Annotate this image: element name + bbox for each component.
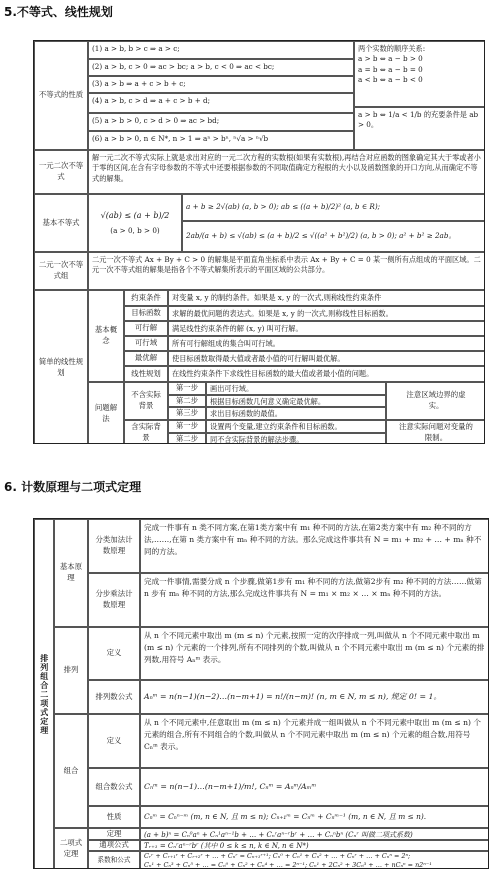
ineq-prop-2: (2) a > b, c > 0 ⇒ ac > bc; a > b, c < 0 ⇒ ac < bc;	[88, 59, 354, 76]
lp-concept-desc: 使目标函数取得最大值或者最小值的可行解叫最优解。	[168, 351, 485, 366]
order-relation-box	[354, 41, 485, 107]
binom-coef	[140, 851, 489, 869]
comb-def-label: 定义	[88, 714, 140, 768]
ineq-prop-4: (4) a > b, c > d ⇒ a + c > b + d;	[88, 93, 354, 113]
lp-concept-term: 可行域	[124, 336, 168, 351]
perm-label: 排列	[54, 627, 88, 714]
lp-concept-label: 基本概念	[88, 290, 124, 382]
lp-concept-term: 目标函数	[124, 306, 168, 321]
binom-coef-label: 系数和公式	[88, 851, 140, 869]
basic-ineq-label: 基本不等式	[34, 194, 88, 252]
quad-ineq-label: 一元二次不等式	[34, 150, 88, 194]
binom-label: 二项式定理	[54, 828, 88, 869]
basic-ineq-main	[88, 194, 182, 252]
lp-label: 简单的线性规划	[34, 290, 88, 444]
comb-label: 组合	[54, 714, 88, 828]
lp-method-label: 问题解法	[88, 382, 124, 444]
perm-def-label: 定义	[88, 627, 140, 680]
comb-prop-label: 性质	[88, 806, 140, 828]
section-6-side-label: 排列组合二项式定理	[34, 519, 54, 869]
lp-step-desc: 画出可行域。	[206, 382, 386, 395]
order-item: a = b ⇔ a − b = 0	[358, 64, 423, 74]
lp-concept-desc: 对变量 x, y 的制约条件。如果是 x, y 的一次式,则称线性约束条件	[168, 290, 485, 306]
binom-thm-label: 定理	[88, 828, 140, 840]
binom-general: Tᵣ₊₁ = Cₙʳaⁿ⁻ʳbʳ (其中 0 ≤ k ≤ n, k ∈ N, n ∈ N*)	[140, 840, 489, 851]
lp-note-variables: 注意实际问题对变量的限制。	[386, 420, 485, 444]
quad-ineq-text: 解一元二次不等式实际上就是求出对应的一元二次方程的实数根(如果有实数根),再结合对应函数的图象确定其大于零或者小于零的区间,在含有字母参数的不等式中还要根据参数的不同取值确定方程根的大小以及函数图象的开口方向,从而确定不等式的解集。	[88, 150, 485, 194]
ineq-prop-1: (1) a > b, b > c ⇒ a > c;	[88, 41, 354, 59]
lp-step-label: 第一步	[168, 420, 206, 433]
lp-step-desc: 根据目标函数几何意义确定最优解。	[206, 395, 386, 407]
section-6-title: 6. 计数原理与二项式定理	[4, 480, 142, 494]
mul-principle-text: 完成一件事情,需要分成 n 个步骤,做第1步有 m₁ 种不同的方法,做第2步有 m₂ 种不同的方法……做第 n 步有 mₙ 种不同的方法,那么完成这件事共有 N = m₁ × m₂ × … × mₙ 种不同的方法。	[140, 573, 489, 627]
basic-ineq-row-1: a + b ≥ 2√(ab) (a, b > 0); ab ≤ ((a + b)/2)² (a, b ∈ R);	[182, 194, 485, 221]
comb-formula: Cₙᵐ = n(n−1)…(n−m+1)/m!, Cₙᵐ = Aₙᵐ/Aₘᵐ	[140, 768, 489, 806]
lp-step-label: 第三步	[168, 407, 206, 420]
mul-principle-label: 分步乘法计数原理	[88, 573, 140, 627]
binary-ineq-label: 二元一次不等式组	[34, 252, 88, 290]
add-principle-text: 完成一件事有 n 类不同方案,在第1类方案中有 m₁ 种不同的方法,在第2类方案中有 m₂ 种不同的方法,……,在第 n 类方案中有 mₙ 种不同的方法。那么完成这件事共有 N = m₁ + m₂ + … + mₙ 种不同的方法。	[140, 519, 489, 573]
binom-coef-line-1: Cᵣʳ + Cᵣ₊₁ʳ + Cᵣ₊₂ʳ + … + Cₙʳ = Cₙ₊₁ʳ⁺¹; Cₙ⁰ + Cₙ¹ + Cₙ² + … + Cₙʳ + … + Cₙⁿ = 2ⁿ;	[144, 852, 411, 860]
section-6-table	[33, 518, 489, 869]
binom-coef-line-2: Cₙ¹ + Cₙ³ + Cₙ⁵ + … = Cₙ⁰ + Cₙ² + Cₙ⁴ + … = 2ⁿ⁻¹; Cₙ¹ + 2Cₙ² + 3Cₙ³ + … + nCₙⁿ = n2ⁿ⁻¹	[144, 860, 432, 869]
lp-concept-term: 约束条件	[124, 290, 168, 306]
comb-formula-label: 组合数公式	[88, 768, 140, 806]
lp-with-background: 含实际背景	[124, 420, 168, 444]
section-5-title: 5.不等式、线性规划	[4, 5, 113, 19]
binom-general-label: 通项公式	[88, 840, 140, 851]
ineq-prop-5: (5) a > b > 0, c > d > 0 ⇒ ac > bd;	[88, 113, 354, 131]
perm-formula-label: 排列数公式	[88, 680, 140, 714]
basic-ineq-row-2: 2ab/(a + b) ≤ √(ab) ≤ (a + b)/2 ≤ √((a² + b²)/2) (a, b > 0); a² + b² ≥ 2ab。	[182, 221, 485, 252]
lp-concept-term: 线性规划	[124, 366, 168, 382]
lp-concept-desc: 求解的最优问题的表达式。如果是 x, y 的一次式,则称线性目标函数。	[168, 306, 485, 321]
lp-step-label: 第二步	[168, 395, 206, 407]
ineq-prop-6: (6) a > b > 0, n ∈ N*, n > 1 ⇒ aⁿ > bⁿ, ⁿ√a > ⁿ√b	[88, 131, 354, 150]
order-item: a > b ⇔ a − b > 0	[358, 54, 423, 64]
comb-prop: Cₙᵐ = Cₙⁿ⁻ᵐ (m, n ∈ N, 且 m ≤ n); Cₙ₊₁ᵐ = Cₙᵐ + Cₙᵐ⁻¹ (m, n ∈ N, 且 m ≤ n).	[140, 806, 489, 828]
order-title: 两个实数的顺序关系:	[358, 44, 426, 53]
add-principle-label: 分类加法计数原理	[88, 519, 140, 573]
lp-no-background: 不含实际背景	[124, 382, 168, 420]
section-5-table	[33, 40, 485, 444]
lp-concept-term: 最优解	[124, 351, 168, 366]
lp-concept-desc: 在线性约束条件下求线性目标函数的最大值或者最小值的问题。	[168, 366, 485, 382]
order-item: a < b ⇔ a − b < 0	[358, 75, 423, 85]
reciprocal-condition: a > b ⇔ 1/a < 1/b 的充要条件是 ab > 0。	[354, 107, 485, 150]
perm-formula: Aₙᵐ = n(n−1)(n−2)…(n−m+1) = n!/(n−m)! (n, m ∈ N, m ≤ n), 规定 0! = 1。	[140, 680, 489, 714]
perm-def-text: 从 n 个不同元素中取出 m (m ≤ n) 个元素,按照一定的次序排成一列,叫做从 n 个不同元素中取出 m (m ≤ n) 个元素的一个排列,所有不同排列的个数,叫做从 n 个不同元素中取出 m (m ≤ n) 个元素的排列数,用符号 Aₙᵐ 表示。	[140, 627, 489, 680]
ineq-props-label: 不等式的性质	[34, 41, 88, 150]
principle-label: 基本原理	[54, 519, 88, 627]
lp-concept-term: 可行解	[124, 321, 168, 336]
lp-concept-desc: 所有可行解组成的集合叫可行域。	[168, 336, 485, 351]
lp-step-desc: 设置两个变量,建立约束条件和目标函数。	[206, 420, 386, 433]
basic-ineq-condition: (a > 0, b > 0)	[110, 225, 160, 235]
binom-thm: (a + b)ⁿ = Cₙ⁰aⁿ + Cₙ¹aⁿ⁻¹b + … + Cₙʳaⁿ⁻ʳbʳ + … + Cₙⁿbⁿ (Cₙʳ 叫做二项式系数)	[140, 828, 489, 840]
ineq-prop-3: (3) a > b ⇒ a + c > b + c;	[88, 76, 354, 93]
lp-step-desc: 同不含实际背景的解法步骤。	[206, 433, 386, 444]
comb-def-text: 从 n 个不同元素中,任意取出 m (m ≤ n) 个元素并成一组叫做从 n 个不同元素中取出 m (m ≤ n) 个元素的组合,所有不同组合的个数,叫做从 n 个不同元素中取出 m (m ≤ n) 个元素的组合数,用符号 Cₙᵐ 表示。	[140, 714, 489, 768]
lp-step-desc: 求出目标函数的最值。	[206, 407, 386, 420]
lp-step-label: 第二步	[168, 433, 206, 444]
lp-step-label: 第一步	[168, 382, 206, 395]
lp-concept-desc: 满足线性约束条件的解 (x, y) 叫可行解。	[168, 321, 485, 336]
binary-ineq-text: 二元一次不等式 Ax + By + C > 0 的解集是平面直角坐标系中表示 Ax + By + C = 0 某一侧所有点组成的平面区域。二元一次不等式组的解集是指各个不等式解集所表示的平面区域的公共部分。	[88, 252, 485, 290]
lp-note-boundary: 注意区域边界的虚实。	[386, 382, 485, 420]
basic-ineq-formula: √(ab) ≤ (a + b)/2	[100, 210, 170, 220]
